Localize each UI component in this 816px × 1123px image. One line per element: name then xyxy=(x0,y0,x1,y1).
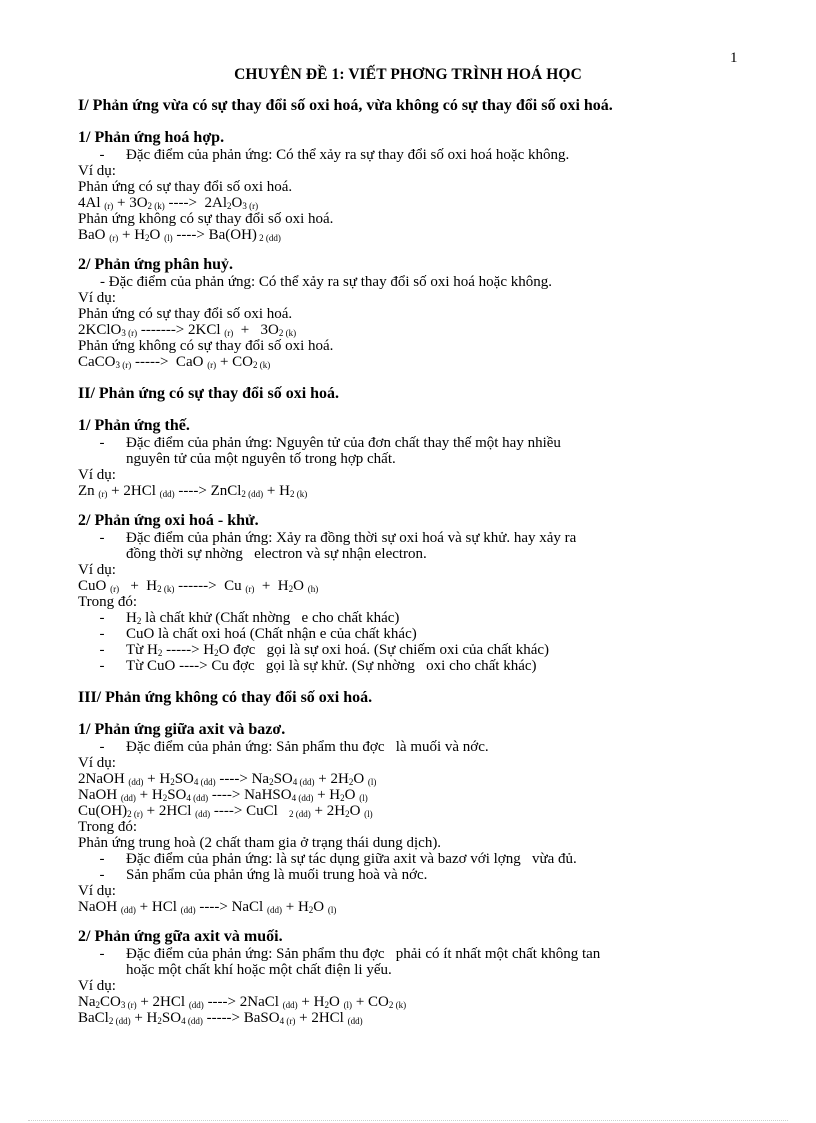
equation: 2NaOH $_{(dd)} + H_2SO_{4 (dd)}$ ----> $Na_2SO_{4 (dd)} + 2H_2O$ $_{(l)}$ xyxy=(78,771,377,787)
example-label: Ví dụ: xyxy=(78,755,116,771)
section-3-1-heading: 1/ Phản ứng giữa axit và bazơ. xyxy=(78,721,286,738)
document-body xyxy=(78,96,758,1026)
text-line: Phản ứng có sự thay đổi số oxi hoá. xyxy=(78,179,293,195)
section-1-1-heading: 1/ Phản ứng hoá hợp. xyxy=(78,129,225,146)
text-line: Phản ứng không có sự thay đổi số oxi hoá. xyxy=(78,338,334,354)
equation: NaOH $_{(dd)}$ + HCl $_{(dd)}$ ----> NaCl $_{(dd)} + H_2O$ $_{(l)}$ xyxy=(78,899,337,915)
section-2-1-heading: 1/ Phản ứng thế. xyxy=(78,417,190,434)
text-line: Phản ứng có sự thay đổi số oxi hoá. xyxy=(78,306,293,322)
page-title: CHUYÊN ĐỀ 1: VIẾT PHƠNG TRÌNH HOÁ HỌC xyxy=(234,66,582,83)
example-label: Ví dụ: xyxy=(78,467,116,483)
page-number: 1 xyxy=(730,50,738,66)
list-item: - Đặc điểm của phản ứng: Xảy ra đồng thời sự oxi hoá và sự khử. hay xảy ra đồng thời sự nhờng electron và sự nhận electron. xyxy=(99,530,577,562)
equation: CaCO$_{3 (r)}$ -----> CaO $_{(r)} + CO_{2 (k)}$ xyxy=(78,354,271,370)
text-line: Trong đó: xyxy=(78,594,138,610)
equation: $Cu(OH)_{2 (r)} + 2HCl$ $_{(dd)}$ ----> CuCl $_{2 (dd)} + 2H_2O$ $_{(l)}$ xyxy=(78,803,373,819)
section-1-heading: I/ Phản ứng vừa có sự thay đổi số oxi hoá, vừa không có sự thay đổi số oxi hoá. xyxy=(78,97,613,114)
list-item: - Đặc điểm của phản ứng: Có thể xảy ra sự thay đổi số oxi hoá hoặc không. xyxy=(100,274,552,290)
list-item: - Đặc điểm của phản ứng: Có thể xảy ra sự thay đổi số oxi hoá hoặc không. xyxy=(99,147,570,163)
example-label: Ví dụ: xyxy=(78,978,116,994)
equation: NaOH $_{(dd)} + H_2SO_{4 (dd)}$ ----> NaHSO$_{4 (dd)}$ + $H_2O$ $_{(l)}$ xyxy=(78,787,368,803)
list-item: - Đặc điểm của phản ứng: Nguyên tử của đơn chất thay thế một hay nhiều nguyên tử của một nguyên tố trong hợp chất. xyxy=(99,435,561,467)
example-label: Ví dụ: xyxy=(78,883,116,899)
section-3-heading: III/ Phản ứng không có thay đổi số oxi hoá. xyxy=(78,689,373,706)
list-item: - Từ CuO ----> Cu đợc gọi là sự khử. (Sự nhờng oxi cho chất khác) xyxy=(99,658,537,674)
equation: $Na_2CO_{3 (r)} + 2HCl$ $_{(dd)}$ ----> 2NaCl $_{(dd)} + H_2O$ $_{(l)} + CO_{2 (k)}$ xyxy=(78,994,407,1010)
list-item: - CuO là chất oxi hoá (Chất nhận e của chất khác) xyxy=(99,626,417,642)
equation: 2KClO$_{3 (r)}$ -------> 2KCl $_{(r)} + 3O_{2 (k)}$ xyxy=(78,322,297,338)
equation: BaO $_{(r)} + H_2O$ $_{(l)}$ ----> Ba(OH) $_{2 (dd)}$ xyxy=(78,227,281,243)
list-item: - Sản phẩm của phản ứng là muối trung hoà và nớc. xyxy=(99,867,428,883)
section-3-2-heading: 2/ Phản ứng gữa axit và muối. xyxy=(78,928,283,945)
list-item: - $H_2$ là chất khử (Chất nhờng e cho chất khác) xyxy=(99,610,400,626)
example-label: Ví dụ: xyxy=(78,163,116,179)
text-line: Trong đó: xyxy=(78,819,138,835)
list-item: - Đặc điểm của phản ứng: Sản phẩm thu đợc là muối và nớc. xyxy=(99,739,489,755)
list-item: - Từ $H_2$ -----> $H_2O$ đợc gọi là sự oxi hoá. (Sự chiếm oxi của chất khác) xyxy=(99,642,550,658)
equation: BaCl$_{2 (dd)}$ + $H_2SO_{4 (dd)}$ -----> BaSO$_{4 (r)}$ + 2HCl $_{(dd)}$ xyxy=(78,1010,363,1026)
section-2-2-heading: 2/ Phản ứng oxi hoá - khử. xyxy=(78,512,259,529)
list-item: - Đặc điểm của phản ứng: Sản phẩm thu đợc phải có ít nhất một chất không tan hoặc một chất khí hoặc một chất điện li yếu. xyxy=(99,946,601,978)
section-2-heading: II/ Phản ứng có sự thay đổi số oxi hoá. xyxy=(78,385,340,402)
section-1-2-heading: 2/ Phản ứng phân huỷ. xyxy=(78,256,234,273)
equation: 4Al $_{(r)} + 3O_{2 (k)}$ ----> $2Al_2O_{3 (r)}$ xyxy=(78,195,259,211)
equation: CuO $_{(r)} + H_{2 (k)}$ ------> Cu $_{(r)} + H_2O$ $_{(h)}$ xyxy=(78,578,319,594)
text-line: Phản ứng trung hoà (2 chất tham gia ở trạng thái dung dịch). xyxy=(78,835,442,851)
example-label: Ví dụ: xyxy=(78,562,116,578)
equation: Zn $_{(r)}$ + 2HCl $_{(dd)}$ ----> ZnCl$_{2 (dd)}$ + $H_{2 (k)}$ xyxy=(78,483,308,499)
example-label: Ví dụ: xyxy=(78,290,116,306)
text-line: Phản ứng không có sự thay đổi số oxi hoá. xyxy=(78,211,334,227)
page-bottom-border xyxy=(28,1120,788,1121)
list-item: - Đặc điểm của phản ứng: là sự tác dụng giữa axit và bazơ với lợng vừa đủ. xyxy=(99,851,577,867)
